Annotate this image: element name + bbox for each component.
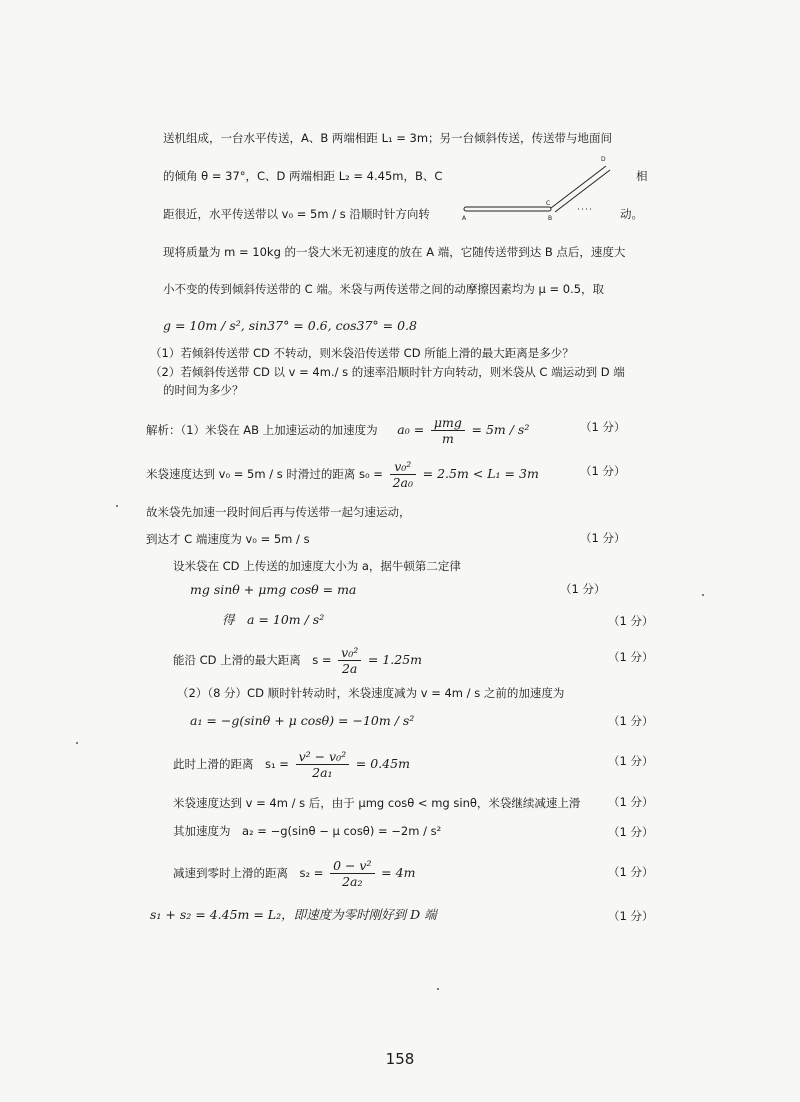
problem-line-2b: 相 (636, 169, 648, 183)
solution-step-5: 设米袋在 CD 上传送的加速度大小为 a，据牛顿第二定律 (173, 559, 461, 573)
score-1: （1 分） (580, 420, 626, 434)
score-6: （1 分） (608, 650, 654, 664)
question-2b: 的时间为多少？ (163, 383, 244, 397)
label-c: C (546, 200, 551, 207)
solution-step-8 (173, 645, 422, 676)
label-d: D (601, 156, 606, 163)
solution-step-2 (146, 459, 539, 490)
scan-speck (116, 505, 118, 507)
problem-line-4: 现将质量为 m = 10kg 的一袋大米无初速度的放在 A 端，它随传送带到达 B 点后，速度大 (163, 245, 626, 259)
fraction-5 (330, 858, 374, 889)
solution-step-14-rhs: = 4m (381, 865, 416, 880)
solution-step-9: （2）（8 分）CD 顺时针转动时，米袋速度减为 v = 4m / s 之前的加速度为 (177, 686, 565, 700)
score-12: （1 分） (608, 909, 654, 923)
scan-speck (437, 988, 439, 990)
solution-step-3: 故米袋先加速一段时间后再与传送带一起匀速运动， (146, 505, 411, 519)
solution-step-11-rhs: = 0.45m (355, 756, 410, 771)
incline-belt-top (551, 166, 606, 208)
solution-step-1-text: 解析：（1）米袋在 AB 上加速运动的加速度为 (146, 423, 378, 437)
fraction-5-numerator: 0 − v² (330, 858, 374, 874)
fraction-1-numerator: μmg (431, 415, 465, 431)
score-10: （1 分） (608, 825, 654, 839)
score-11: （1 分） (608, 865, 654, 879)
score-2: （1 分） (580, 464, 626, 478)
horizontal-belt (464, 207, 551, 211)
score-8: （1 分） (608, 754, 654, 768)
solution-step-2-text: 米袋速度达到 v₀ = 5m / s 时滑过的距离 s₀ = (146, 467, 383, 481)
problem-line-1: 送机组成，一台水平传送，A、B 两端相距 L₁ = 3m；另一台倾斜传送，传送带与地面间 (163, 131, 613, 145)
solution-step-14-text: 减速到零时上滑的距离 s₂ = (173, 866, 324, 880)
solution-step-10: a₁ = −g(sinθ + μ cosθ) = −10m / s² (190, 713, 415, 728)
problem-line-5: 小不变的传到倾斜传送带的 C 端。米袋与两传送带之间的动摩擦因素均为 μ = 0.5，取 (163, 282, 605, 296)
fraction-4-numerator: v² − v₀² (296, 749, 350, 765)
problem-line-3b: 动。 (620, 207, 643, 221)
solution-step-15: s₁ + s₂ = 4.45m = L₂，即速度为零时刚好到 D 端 (150, 907, 437, 922)
solution-step-8-text: 能沿 CD 上滑的最大距离 s = (173, 653, 332, 667)
scan-speck (702, 594, 704, 596)
fraction-2-numerator: v₀² (390, 459, 416, 475)
solution-step-1-rhs: = 5m / s² (471, 422, 530, 437)
question-2a: （2）若倾斜传送带 CD 以 v = 4m./ s 的速率沿顺时针方向转动，则米袋从 C 端运动到 D 端 (150, 365, 625, 379)
solution-step-2-rhs: = 2.5m < L₁ = 3m (422, 466, 539, 481)
solution-step-12: 米袋速度达到 v = 4m / s 后，由于 μmg cosθ < mg sinθ，米袋继续减速上滑 (173, 796, 581, 810)
fraction-1-denominator: m (441, 431, 454, 446)
solution-step-14 (173, 858, 415, 889)
solution-step-11 (173, 749, 410, 780)
score-7: （1 分） (608, 714, 654, 728)
scan-speck (76, 742, 78, 744)
label-a: A (462, 215, 467, 222)
score-4: （1 分） (560, 582, 606, 596)
fraction-4 (296, 749, 350, 780)
solution-step-8-rhs: = 1.25m (367, 652, 423, 667)
label-b: B (548, 215, 553, 222)
score-3: （1 分） (580, 531, 626, 545)
score-9: （1 分） (608, 795, 654, 809)
incline-belt-bottom (555, 170, 610, 212)
fraction-1 (431, 415, 465, 446)
problem-line-3a: 距很近，水平传送带以 v₀ = 5m / s 沿顺时针方向转 (163, 207, 430, 221)
page-number: 158 (385, 1050, 415, 1068)
solution-step-11-text: 此时上滑的距离 s₁ = (173, 757, 289, 771)
fraction-3 (338, 645, 361, 676)
score-5: （1 分） (608, 614, 654, 628)
fraction-3-denominator: 2a (341, 661, 358, 676)
solution-step-7: 得 a = 10m / s² (222, 612, 325, 627)
question-1: （1）若倾斜传送带 CD 不转动，则米袋沿传送带 CD 所能上滑的最大距离是多少？ (150, 346, 574, 360)
fraction-2-denominator: 2a₀ (392, 475, 413, 490)
solution-step-1 (146, 415, 529, 446)
conveyor-diagram (460, 150, 606, 222)
fraction-5-denominator: 2a₂ (342, 874, 363, 889)
fraction-4-denominator: 2a₁ (312, 765, 333, 780)
fraction-3-numerator: v₀² (338, 645, 361, 661)
problem-line-6: g = 10m / s², sin37° = 0.6, cos37° = 0.8 (163, 318, 417, 333)
fraction-2 (390, 459, 416, 490)
solution-step-13: 其加速度为 a₂ = −g(sinθ − μ cosθ) = −2m / s² (173, 824, 442, 838)
problem-line-2a: 的倾角 θ = 37°，C、D 两端相距 L₂ = 4.45m，B、C (163, 169, 443, 183)
solution-step-6: mg sinθ + μmg cosθ = ma (190, 582, 357, 597)
solution-step-1-lhs: a₀ = (397, 422, 425, 437)
solution-step-4: 到达才 C 端速度为 v₀ = 5m / s (146, 532, 310, 546)
